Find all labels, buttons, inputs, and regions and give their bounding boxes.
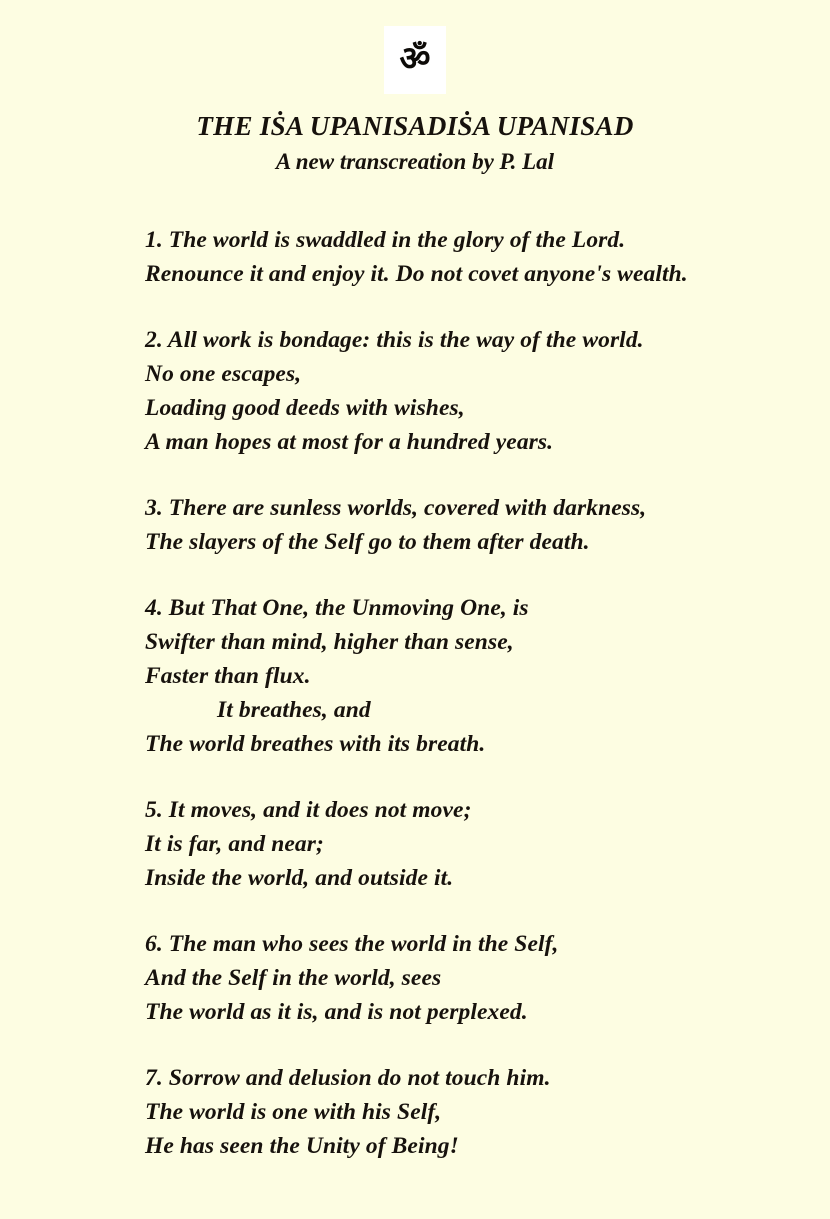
verse-6	[145, 927, 800, 1029]
page-title: THE IṠA UPANISADIṠA UPANISAD	[196, 111, 634, 141]
verse-4	[145, 591, 800, 761]
verse-2	[145, 323, 800, 459]
verse-line: It breathes, and	[217, 697, 371, 724]
verse-7	[145, 1061, 800, 1163]
verse-line: And the Self in the world, sees	[145, 965, 442, 992]
verse-line: Loading good deeds with wishes,	[145, 395, 465, 422]
document-masthead	[0, 0, 830, 175]
verse-line: 1. The world is swaddled in the glory of the Lord.	[145, 227, 626, 254]
verse-line: The world breathes with its breath.	[145, 731, 486, 758]
verse-line: He has seen the Unity of Being!	[145, 1133, 459, 1160]
verse-line: The slayers of the Self go to them after death.	[145, 529, 590, 556]
verse-line: No one escapes,	[145, 361, 302, 388]
verse-line: Swifter than mind, higher than sense,	[145, 629, 514, 656]
verse-line: The world as it is, and is not perplexed.	[145, 999, 528, 1026]
page-subtitle: A new transcreation by P. Lal	[275, 148, 555, 174]
verse-line: 4. But That One, the Unmoving One, is	[145, 595, 529, 622]
verse-list	[0, 223, 830, 1163]
verse-line: Inside the world, and outside it.	[145, 865, 454, 892]
verse-line: The world is one with his Self,	[145, 1099, 442, 1126]
verse-1	[145, 223, 800, 291]
verse-line: 7. Sorrow and delusion do not touch him.	[145, 1065, 551, 1092]
verse-line: 6. The man who sees the world in the Self,	[145, 931, 559, 958]
verse-line: Faster than flux.	[145, 663, 311, 690]
om-symbol-box	[384, 26, 446, 94]
verse-5	[145, 793, 800, 895]
verse-line: It is far, and near;	[145, 831, 324, 858]
verse-line: 2. All work is bondage: this is the way of the world.	[145, 327, 644, 354]
verse-line: A man hopes at most for a hundred years.	[145, 429, 554, 456]
verse-3	[145, 491, 800, 559]
verse-line: Renounce it and enjoy it. Do not covet anyone's wealth.	[145, 261, 688, 288]
verse-line: 5. It moves, and it does not move;	[145, 797, 472, 824]
verse-line: 3. There are sunless worlds, covered with darkness,	[145, 495, 647, 522]
om-icon: ॐ	[399, 39, 431, 79]
